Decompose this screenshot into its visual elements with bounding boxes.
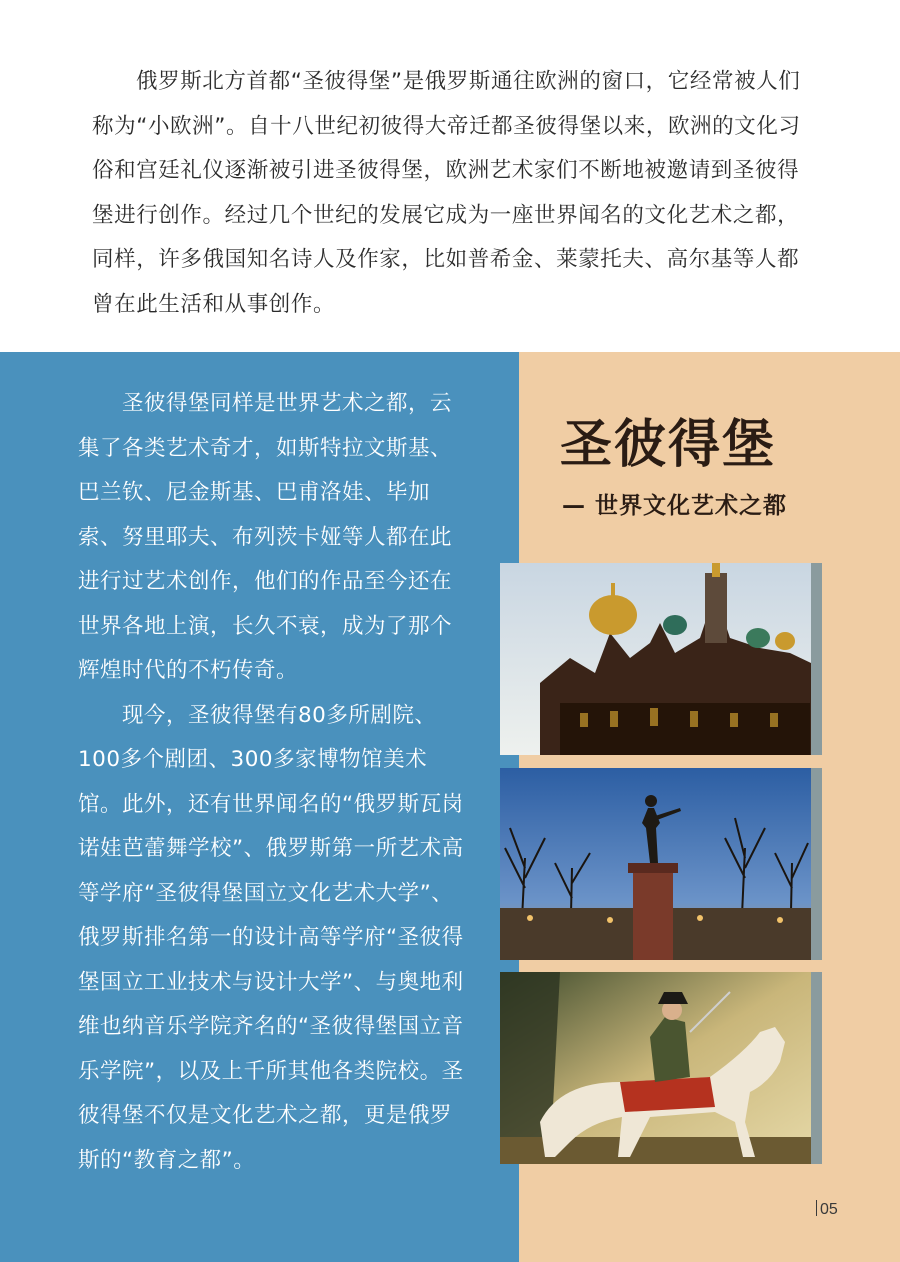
feature-title: 圣彼得堡 xyxy=(560,415,777,475)
intro-paragraph: 俄罗斯北方首都“圣彼得堡”是俄罗斯通往欧洲的窗口，它经常被人们称为“小欧洲”。自十八世纪初彼得大帝迁都圣彼得堡以来，欧洲的文化习俗和宫廷礼仪逐渐被引进圣彼得堡，欧洲艺术家们不断地被邀请到圣彼得堡进行创作。经过几个世纪的发展它成为一座世界闻名的文化艺术之都，同样，许多俄国知名诗人及作家，比如普希金、莱蒙托夫、高尔基等人都曾在此生活和从事创作。 xyxy=(92,69,801,317)
page-number-text: 05 xyxy=(820,1201,838,1218)
photo-church-frame xyxy=(500,563,822,755)
feature-body xyxy=(78,382,468,1183)
photo-monument-frame xyxy=(500,768,822,960)
intro-text xyxy=(92,60,808,327)
feature-paragraph-2: 现今，圣彼得堡有80多所剧院、100多个剧团、300多家博物馆美术馆。此外，还有世界闻名的“俄罗斯瓦岗诺娃芭蕾舞学校”、俄罗斯第一所艺术高等学府“圣彼得堡国立文化艺术大学”、俄罗斯排名第一的设计高等学府“圣彼得堡国立工业技术与设计大学”、与奥地利维也纳音乐学院齐名的“圣彼得堡国立音乐学院”，以及上千所其他各类院校。圣彼得堡不仅是文化艺术之都，更是俄罗斯的“教育之都”。 xyxy=(78,702,464,1173)
photo-church xyxy=(500,563,811,755)
page-number xyxy=(816,1200,838,1219)
page-number-divider xyxy=(816,1200,817,1216)
feature-subtitle: — 世界文化艺术之都 xyxy=(562,493,788,519)
photo-painting-frame xyxy=(500,972,822,1164)
feature-paragraph-1: 圣彼得堡同样是世界艺术之都，云集了各类艺术奇才，如斯特拉文斯基、巴兰钦、尼金斯基、巴甫洛娃、毕加索、努里耶夫、布列茨卡娅等人都在此进行过艺术创作，他们的作品至今还在世界各地上演，长久不衰，成为了那个辉煌时代的不朽传奇。 xyxy=(78,391,453,683)
photo-monument xyxy=(500,768,811,960)
photo-painting xyxy=(500,972,811,1164)
